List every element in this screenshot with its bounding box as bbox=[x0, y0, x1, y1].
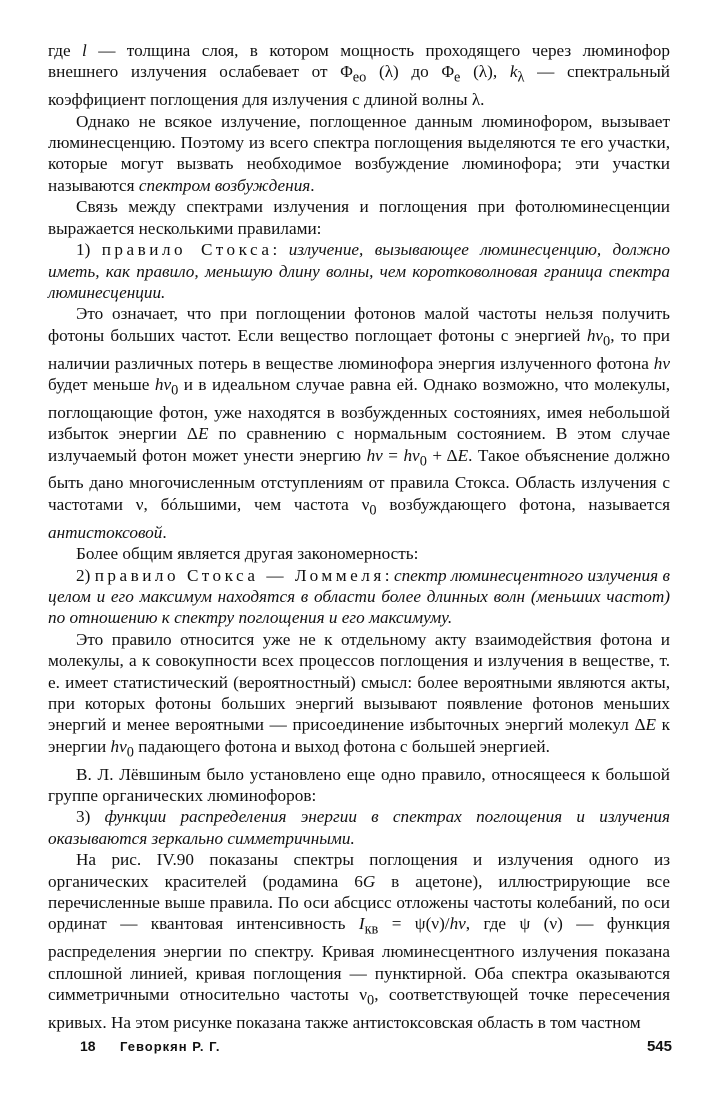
author-name: Геворкян Р. Г. bbox=[120, 1039, 221, 1054]
subscript: λ bbox=[517, 69, 525, 86]
italic-run: E bbox=[197, 424, 209, 444]
subscript: 0 bbox=[171, 382, 179, 399]
italic-run: l bbox=[82, 41, 87, 60]
text-run: В. Л. Лёвшиным было установлено еще одно правило, относящееся к большой группе органических люминофоров: bbox=[48, 764, 670, 806]
text-run: к энергии bbox=[48, 715, 670, 756]
italic-run: спектр люминесцентного излучения в целом и его максимум находятся в области более длинных волн (меньших частот) по отношению к спектру поглощения и его максимуму. bbox=[48, 565, 670, 628]
text-run: будет меньше bbox=[48, 374, 155, 394]
text-run: На рис. IV.90 показаны спектры поглощения и излучения одного из органических красителей (родамина 6 bbox=[48, 850, 670, 891]
paragraph-rule-2 bbox=[48, 565, 670, 629]
subscript: 0 bbox=[369, 502, 377, 519]
italic-run: спектром возбуждения bbox=[138, 175, 311, 195]
italic-run: G bbox=[362, 871, 376, 891]
signature-mark: 18 bbox=[80, 1038, 96, 1054]
italic-run: k bbox=[509, 62, 518, 82]
italic-run: hν bbox=[653, 353, 670, 373]
italic-run: hν bbox=[366, 445, 383, 465]
subscript: 0 bbox=[367, 992, 375, 1009]
subscript: 0 bbox=[603, 333, 611, 350]
text-run: = ψ(ν)/ bbox=[378, 914, 450, 934]
text-run: (λ) до Φ bbox=[366, 62, 455, 82]
subscript: 0 bbox=[126, 744, 134, 761]
text-run: Это правило относится уже не к отдельному акту взаимодействия фотона и молекулы, а к совокупности всех процессов поглощения и излучения в веществе, т. е. имеет статистический (вероятностный) смысл: более вероятными являются акты, при которых фотоны больших энергий вызывают появление фотонов меньших энергий и менее вероятными — присоединение избыточных энергий молекул Δ bbox=[48, 629, 670, 735]
text-run: + Δ bbox=[426, 445, 458, 465]
italic-run: антистоксовой bbox=[48, 522, 163, 542]
italic-run: hν bbox=[154, 374, 172, 394]
text-run: Связь между спектрами излучения и поглощения при фотолюминесценции выражается несколькими правилами: bbox=[48, 197, 670, 238]
paragraph-rule-1 bbox=[48, 239, 670, 303]
italic-run: E bbox=[457, 445, 469, 465]
text-run: Это означает, что при поглощении фотонов малой частоты нельзя получить фотоны больших частот. Если вещество поглощает фотоны с энергией bbox=[48, 304, 670, 345]
text-run: : bbox=[272, 240, 289, 260]
text-run: в ацетоне), иллюстрирующие все перечисленные выше правила. По оси абсцисс отложены частоты колебаний, по оси ординат — квантовая интенсивность bbox=[48, 871, 670, 934]
text-run: . Такое объяснение должно быть дано многочисленным отступлениям от правила Стокса. Область излучения с частотами ν, бóльшими, чем частота ν bbox=[48, 445, 671, 514]
text-run: возбуждающего фотона, называется bbox=[376, 494, 670, 514]
paragraph-11 bbox=[48, 849, 670, 1033]
text-run: . bbox=[310, 175, 315, 195]
text-run: , то при наличии различных потерь в веществе люминофора энергия излученного фотона bbox=[48, 325, 670, 373]
text-run: , соответствующей точке пересечения кривых. На этом рисунке показана также антистоксовская область в том частном bbox=[48, 985, 670, 1032]
italic-run: hν bbox=[449, 914, 466, 934]
text-run: падающего фотона и выход фотона с большей энергией. bbox=[133, 736, 550, 756]
text-run: по сравнению с нормальным состоянием. В этом случае излучаемый фотон может унести энергию bbox=[48, 424, 670, 465]
paragraph-3 bbox=[48, 196, 670, 239]
italic-run: E bbox=[645, 715, 657, 735]
text-run: и в идеальном случае равна ей. Однако возможно, что молекулы, поглощающие фотон, уже находятся в возбужденных состояниях, имея небольшой избыток энергии Δ bbox=[48, 374, 670, 444]
text-run: , где ψ (ν) — функция распределения энергии по спектру. Кривая люминесцентного излучения показана сплошной линией, кривая поглощения — пунктирной. Оба спектра оказываются симметричными относительно частоты ν bbox=[48, 914, 670, 1005]
text-run: = bbox=[382, 445, 404, 465]
paragraph-9 bbox=[48, 764, 670, 807]
subscript: 0 bbox=[419, 453, 427, 470]
text-run: . bbox=[162, 522, 167, 542]
paragraph-5 bbox=[48, 303, 670, 543]
body-text bbox=[48, 40, 670, 1033]
subscript: eo bbox=[352, 69, 367, 86]
italic-run: hν bbox=[403, 445, 420, 465]
paragraph-8 bbox=[48, 629, 670, 764]
paragraph-6 bbox=[48, 543, 670, 564]
paragraph-rule-3 bbox=[48, 806, 670, 849]
text-run: : bbox=[384, 565, 394, 585]
text-run: — толщина слоя, в котором мощность проходящего через люминофор внешнего излучения ослабевает от Φ bbox=[48, 41, 670, 82]
italic-run: излучение, вызывающее люминесценцию, должно иметь, как правило, меньшую длину волны, чем коротковолновая граница спектра люминесценции. bbox=[48, 240, 670, 302]
italic-run: hν bbox=[110, 736, 127, 756]
text-run: правило Стокса — Ломмеля bbox=[94, 565, 385, 585]
italic-run: функции распределения энергии в спектрах поглощения и излучения оказываются зеркально симметричными. bbox=[48, 807, 670, 848]
paragraph-1 bbox=[48, 40, 670, 111]
text-run: 3) bbox=[76, 807, 105, 827]
text-run: (λ), bbox=[460, 62, 510, 82]
page-number: 545 bbox=[646, 1038, 672, 1055]
italic-run: hν bbox=[586, 325, 604, 345]
text-run: правило Стокса bbox=[101, 240, 273, 260]
subscript: e bbox=[454, 69, 461, 86]
paragraph-2 bbox=[48, 111, 670, 197]
text-run: где bbox=[48, 41, 82, 60]
text-run: Более общим является другая закономерность: bbox=[76, 544, 419, 564]
subscript: кв bbox=[364, 921, 379, 938]
text-run: 2) bbox=[76, 565, 95, 585]
text-run: Однако не всякое излучение, поглощенное данным люминофором, вызывает люминесценцию. Поэтому из всего спектра поглощения выделяются те его участки, которые могут вызвать необходимое возбуждение люминофора; эти участки называются bbox=[48, 111, 670, 195]
italic-run: I bbox=[358, 914, 365, 934]
text-run: 1) bbox=[76, 240, 102, 260]
text-run: — спектральный коэффициент поглощения для излучения с длиной волны λ. bbox=[48, 62, 670, 110]
